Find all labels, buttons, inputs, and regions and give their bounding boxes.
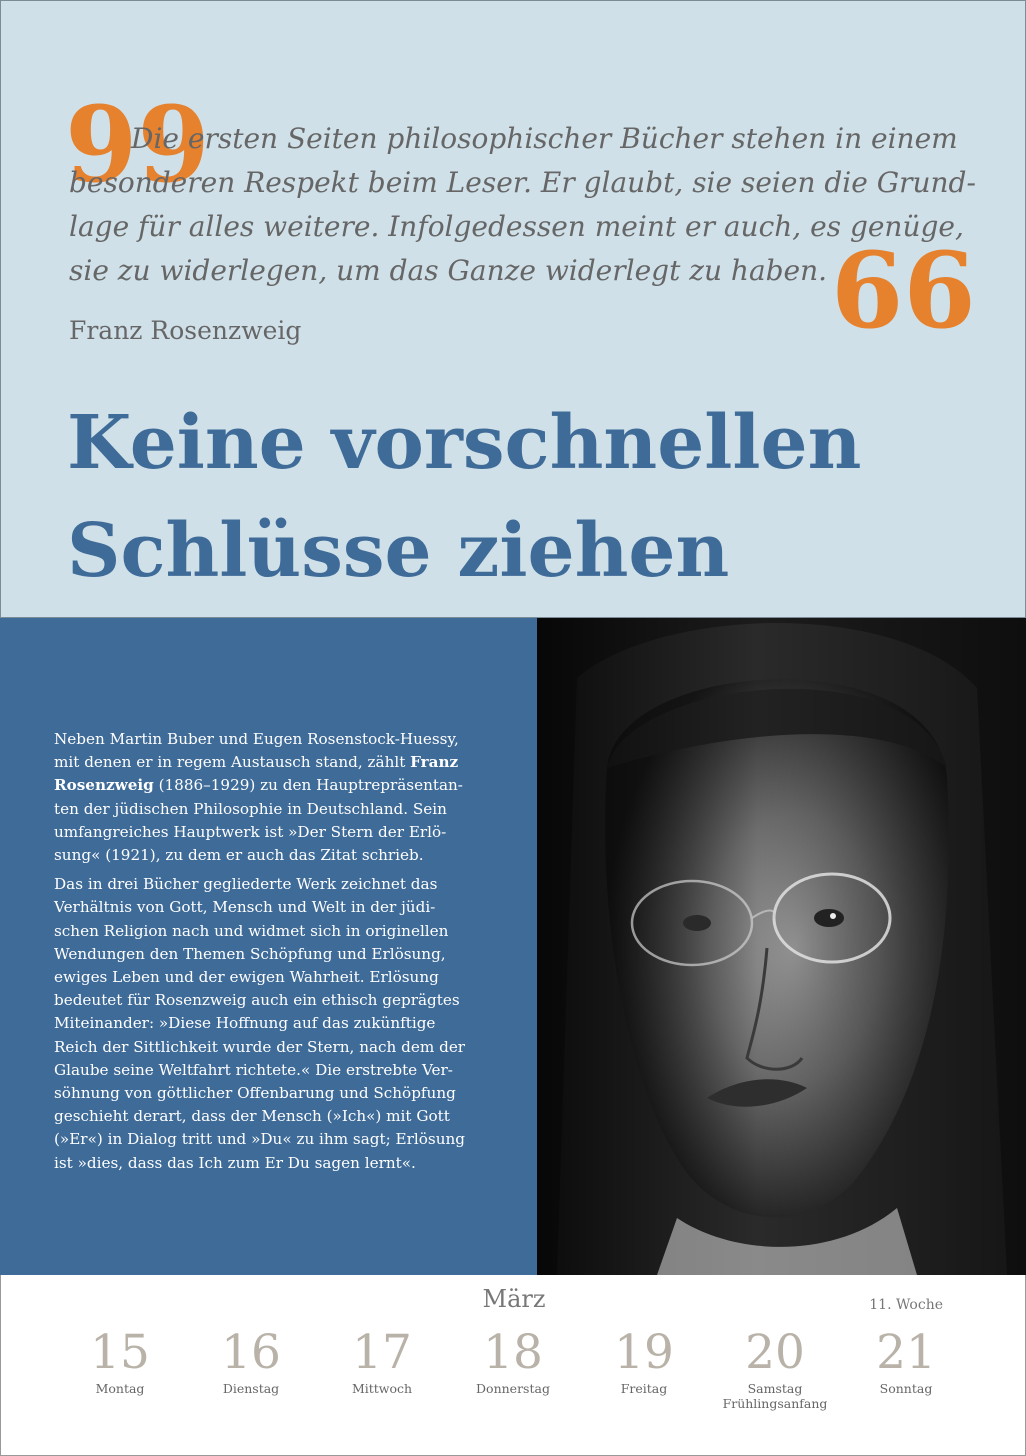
day-name: Samstag	[747, 1381, 803, 1396]
text-line: Reich der Sittlichkeit wurde der Stern, nach dem der	[54, 1037, 466, 1056]
opening-quote-mark-icon: 99	[65, 83, 210, 206]
text-line	[54, 751, 474, 774]
day-cell-thursday	[438, 1325, 588, 1396]
day-cell-wednesday	[307, 1325, 457, 1396]
day-cell-friday	[569, 1325, 719, 1396]
month-label: März	[482, 1285, 546, 1313]
text-line: Das in drei Bücher gegliederte Werk zeichnet das	[54, 875, 438, 894]
quote-panel	[0, 0, 1026, 618]
quote-line: sie zu widerlegen, um das Ganze widerlegt zu haben.	[69, 254, 828, 287]
day-cell-tuesday	[176, 1325, 326, 1396]
text-line: söhnung von göttlicher Offenbarung und Schöpfung	[54, 1084, 456, 1103]
holiday-note: Frühlingsanfang	[722, 1396, 828, 1411]
day-number: 15	[90, 1325, 150, 1380]
text-line: ewiges Leben und der ewigen Wahrheit. Erlösung	[54, 968, 439, 987]
day-number: 16	[221, 1325, 281, 1380]
day-cell-sunday	[831, 1325, 981, 1396]
quote-author: Franz Rosenzweig	[69, 316, 302, 345]
text-line: Verhältnis von Gott, Mensch und Welt in der jüdi-	[54, 898, 436, 917]
day-number: 21	[876, 1325, 936, 1380]
text-segment: (1886–1929) zu den Hauptrepräsentan-	[153, 776, 463, 795]
page-title-line: Schlüsse ziehen	[67, 508, 730, 594]
text-line: sung« (1921), zu dem er auch das Zitat schrieb.	[54, 846, 424, 865]
day-name: Mittwoch	[351, 1381, 413, 1396]
text-line: ten der jüdischen Philosophie in Deutschland. Sein	[54, 799, 447, 818]
week-number: 11. Woche	[869, 1297, 943, 1313]
day-number: 19	[614, 1325, 674, 1380]
page-title	[67, 389, 861, 605]
bold-name: Rosenzweig	[54, 776, 154, 795]
day-number: 17	[352, 1325, 412, 1380]
biography-paragraph	[54, 873, 474, 1175]
text-segment: mit denen er in regem Austausch stand, zählt	[54, 753, 411, 772]
text-line	[54, 774, 474, 797]
text-line: geschieht derart, dass der Mensch (»Ich«) mit Gott	[54, 1107, 450, 1126]
biography-panel	[0, 618, 537, 1275]
text-line: umfangreiches Hauptwerk ist »Der Stern der Erlö-	[54, 822, 447, 841]
page-title-line: Keine vorschnellen	[67, 400, 862, 486]
text-line: Glaube seine Weltfahrt richtete.« Die erstrebte Ver-	[54, 1060, 453, 1079]
text-line: schen Religion nach und widmet sich in originellen	[54, 921, 449, 940]
day-number: 18	[483, 1325, 543, 1380]
biography-text	[54, 728, 474, 1181]
text-line: Wendungen den Themen Schöpfung und Erlösung,	[54, 944, 446, 963]
day-name: Dienstag	[222, 1381, 280, 1396]
text-line: ist »dies, dass das Ich zum Er Du sagen lernt«.	[54, 1153, 416, 1172]
biography-paragraph	[54, 728, 474, 867]
day-name: Freitag	[620, 1381, 668, 1396]
portrait-image	[537, 618, 1026, 1275]
week-calendar	[0, 1275, 1026, 1456]
text-line: Miteinander: »Diese Hoffnung auf das zukünftige	[54, 1014, 436, 1033]
day-name: Sonntag	[879, 1381, 933, 1396]
day-name: Montag	[95, 1381, 145, 1396]
portrait-photo	[537, 618, 1026, 1275]
day-cell-monday	[45, 1325, 195, 1396]
bold-name: Franz	[410, 753, 459, 772]
quote-line: lage für alles weitere. Infolgedessen meint er auch, es genüge,	[69, 210, 964, 243]
day-cell-saturday	[700, 1325, 850, 1411]
text-line: Neben Martin Buber und Eugen Rosenstock-Huessy,	[54, 730, 459, 748]
day-number: 20	[745, 1325, 805, 1380]
quote-line: Die ersten Seiten philosophischer Bücher stehen in einem	[131, 122, 958, 155]
quote-line: besonderen Respekt beim Leser. Er glaubt, sie seien die Grund-	[69, 166, 976, 199]
day-name: Donnerstag	[476, 1381, 550, 1396]
text-line: (»Er«) in Dialog tritt und »Du« zu ihm sagt; Erlösung	[54, 1130, 465, 1149]
text-line: bedeutet für Rosenzweig auch ein ethisch geprägtes	[54, 991, 460, 1010]
closing-quote-mark-icon: 66	[831, 229, 976, 352]
